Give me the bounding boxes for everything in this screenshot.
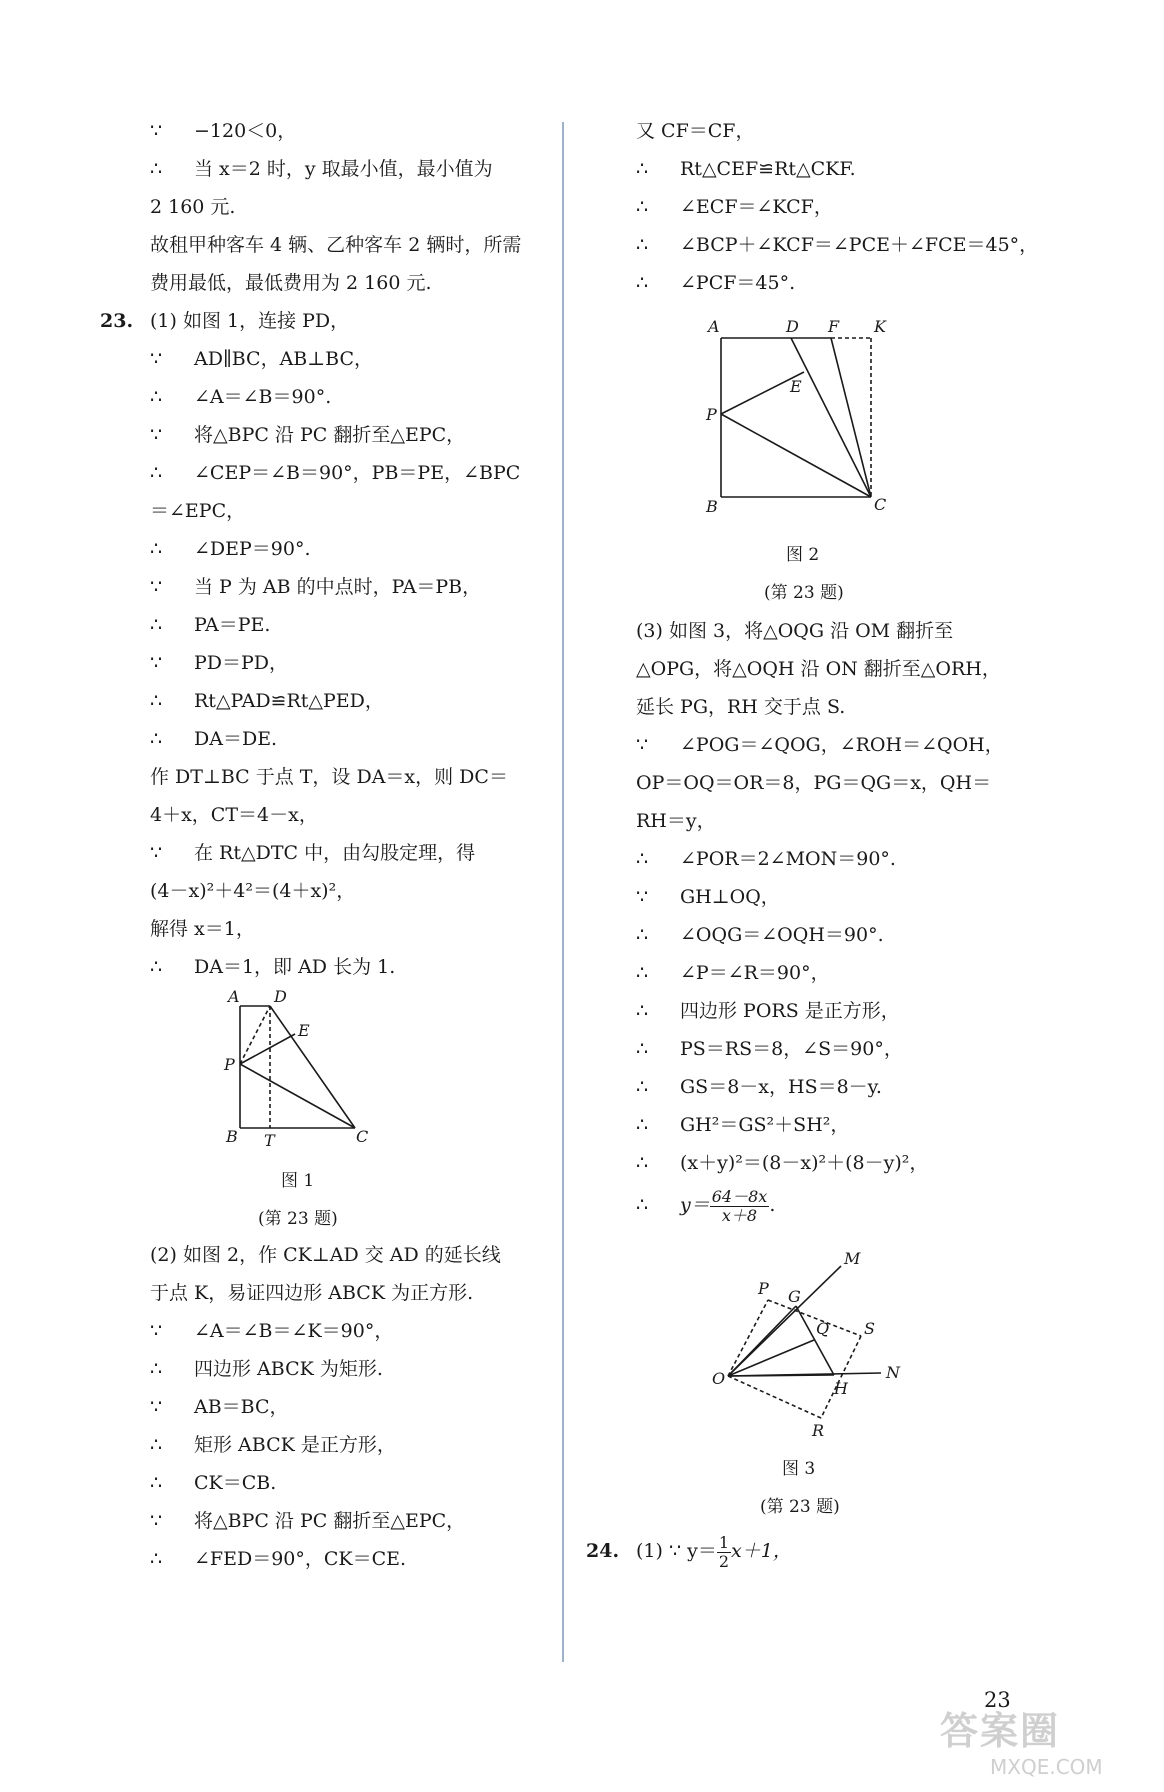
figure-1 [150, 986, 530, 1236]
line-text: ∠PCF＝45°. [680, 272, 796, 294]
text-line [150, 1312, 530, 1350]
line-text: AB＝BC， [194, 1396, 289, 1418]
left-block-2 [150, 340, 530, 986]
text-line [636, 112, 1016, 150]
fig2-label-B: B [706, 497, 718, 516]
text-line [636, 802, 1016, 840]
text-line [636, 612, 1016, 650]
text-line [150, 796, 530, 834]
line-text: (x＋y)²＝(8－x)²＋(8－y)²， [680, 1152, 929, 1174]
line-text: 将△BPC 沿 PC 翻折至△EPC， [194, 424, 466, 446]
text-line [636, 150, 1016, 188]
logic-symbol: ∵ [636, 734, 649, 756]
figure-3-diagram [636, 1228, 1016, 1528]
line-text: 又 CF＝CF， [636, 120, 755, 142]
text-line [150, 454, 530, 492]
text-line [636, 916, 1016, 954]
text-line [150, 1502, 530, 1540]
text-line [636, 992, 1016, 1030]
fig2-label-K: K [874, 317, 886, 336]
text-line [150, 834, 530, 872]
logic-symbol: ∴ [150, 1358, 163, 1380]
line-text: (4－x)²＋4²＝(4＋x)²， [150, 880, 356, 902]
line-text: PD＝PD， [194, 652, 289, 674]
right-block-1 [636, 112, 1039, 302]
line-text: CK＝CB. [194, 1472, 277, 1494]
line-text: ∠P＝∠R＝90°， [680, 962, 830, 984]
line-text: 四边形 ABCK 为矩形. [194, 1358, 383, 1380]
line-text: GH²＝GS²＋SH²， [680, 1114, 850, 1136]
question-number: 23. [100, 310, 134, 332]
text-line [636, 226, 1039, 264]
text-line [150, 1350, 530, 1388]
fig2-name: 图 2 [786, 545, 820, 565]
line-text: ∠BCP＋∠KCF＝∠PCE＋∠FCE＝45°， [680, 234, 1039, 256]
line-text: (2) 如图 2，作 CK⊥AD 交 AD 的延长线 [150, 1244, 501, 1266]
column-divider [562, 122, 564, 1662]
text-line [150, 682, 530, 720]
line-text: △OPG，将△OQH 沿 ON 翻折至△ORH， [636, 658, 1001, 680]
fig1-label-T: T [264, 1131, 275, 1150]
text-line [150, 492, 530, 530]
text-line [150, 150, 530, 188]
text-line [150, 1274, 530, 1312]
logic-symbol: ∴ [150, 614, 163, 636]
figure-3 [636, 1228, 1016, 1528]
text-line [150, 720, 530, 758]
fig3-label-M: M [844, 1249, 861, 1268]
q24-numerator: 1 [718, 1532, 730, 1552]
question-23-first-line: (1) 如图 1，连接 PD， [150, 310, 350, 332]
logic-symbol: ∴ [150, 728, 163, 750]
logic-symbol: ∵ [150, 120, 163, 142]
line-text: 费用最低，最低费用为 2 160 元. [150, 272, 432, 294]
fig2-label-C: C [874, 495, 887, 514]
final-tail: . [769, 1194, 776, 1216]
text-line [150, 948, 530, 986]
therefore-symbol: ∴ [636, 1194, 649, 1216]
text-line [150, 1388, 530, 1426]
fig3-label-Q: Q [816, 1319, 830, 1338]
logic-symbol: ∴ [150, 1548, 163, 1570]
watermark-logo: 答案圈 [940, 1709, 1061, 1753]
watermark-url: MXQE.COM [990, 1755, 1103, 1779]
fig2-label-A: A [708, 317, 720, 336]
logic-symbol: ∵ [150, 576, 163, 598]
line-text: GH⊥OQ， [680, 886, 780, 908]
text-line [150, 758, 530, 796]
figure-2 [636, 302, 1016, 612]
text-line [150, 1236, 530, 1274]
line-text: 延长 PG，RH 交于点 S. [636, 696, 846, 718]
logic-symbol: ∴ [636, 1076, 649, 1098]
figure-1-diagram [150, 986, 530, 1236]
text-line [636, 764, 1016, 802]
line-text: ∠POR＝2∠MON＝90°. [680, 848, 896, 870]
logic-symbol: ∴ [636, 1152, 649, 1174]
line-text: 4＋x，CT＝4－x， [150, 804, 318, 826]
text-line [636, 188, 1016, 226]
line-text: ∠ECF＝∠KCF， [680, 196, 833, 218]
logic-symbol: ∴ [150, 690, 163, 712]
question-23-heading [100, 302, 530, 340]
line-text: 在 Rt△DTC 中，由勾股定理，得 [194, 842, 476, 864]
fig2-caption: (第 23 题) [764, 583, 844, 603]
text-line [636, 264, 1016, 302]
logic-symbol: ∴ [150, 1434, 163, 1456]
right-column [586, 112, 1039, 1574]
line-text: ∠A＝∠B＝∠K＝90°， [194, 1320, 394, 1342]
q24-denominator: 2 [718, 1551, 730, 1571]
text-line [636, 954, 1016, 992]
line-text: ∠CEP＝∠B＝90°，PB＝PE，∠BPC [194, 462, 521, 484]
text-line [636, 1106, 1016, 1144]
logic-symbol: ∴ [150, 538, 163, 560]
line-text: Rt△PAD≌Rt△PED， [194, 690, 384, 712]
fig3-label-G: G [788, 1287, 801, 1306]
final-fraction [710, 1188, 770, 1225]
logic-symbol: ∵ [150, 348, 163, 370]
question-24-number: 24. [586, 1540, 620, 1562]
text-line [150, 378, 530, 416]
watermark [940, 1700, 1103, 1779]
text-line [150, 568, 530, 606]
final-equation [636, 1182, 1016, 1228]
text-line [150, 112, 530, 150]
logic-symbol: ∴ [636, 272, 649, 294]
left-block-1 [150, 112, 530, 302]
logic-symbol: ∵ [150, 842, 163, 864]
line-text: 于点 K，易证四边形 ABCK 为正方形. [150, 1282, 474, 1304]
text-line [636, 1144, 1016, 1182]
fig1-label-A: A [228, 987, 240, 1006]
line-text: 当 P 为 AB 的中点时，PA＝PB， [194, 576, 482, 598]
line-text: 矩形 ABCK 是正方形， [194, 1434, 396, 1456]
text-line [150, 1540, 530, 1578]
fig2-label-P: P [706, 405, 717, 424]
line-text: −120＜0， [194, 120, 297, 142]
text-line [636, 1030, 1016, 1068]
logic-symbol: ∵ [150, 652, 163, 674]
line-text: GS＝8－x，HS＝8－y. [680, 1076, 882, 1098]
text-line [150, 416, 530, 454]
fig1-label-E: E [298, 1021, 310, 1040]
logic-symbol: ∴ [636, 1000, 649, 1022]
right-block-2 [636, 612, 1016, 1182]
line-text: ∠FED＝90°，CK＝CE. [194, 1548, 407, 1570]
fig2-label-F: F [828, 317, 840, 336]
page-number: 23 [984, 1688, 1011, 1712]
line-text: DA＝1，即 AD 长为 1. [194, 956, 396, 978]
fig3-name: 图 3 [782, 1459, 816, 1479]
text-line [150, 606, 530, 644]
text-line [150, 872, 530, 910]
fig2-label-D: D [786, 317, 799, 336]
line-text: 四边形 PORS 是正方形， [680, 1000, 900, 1022]
text-line [150, 644, 530, 682]
fig3-label-S: S [864, 1319, 875, 1338]
final-numerator: 64－8x [711, 1186, 768, 1206]
line-text: DA＝DE. [194, 728, 278, 750]
fig1-label-D: D [274, 987, 287, 1006]
text-line [150, 910, 530, 948]
line-text: Rt△CEF≌Rt△CKF. [680, 158, 856, 180]
line-text: 解得 x＝1， [150, 918, 255, 940]
line-text: 作 DT⊥BC 于点 T，设 DA＝x，则 DC＝ [150, 766, 508, 788]
final-lhs: y＝ [680, 1194, 710, 1216]
figure-2-diagram [636, 302, 1016, 612]
logic-symbol: ∴ [636, 848, 649, 870]
logic-symbol: ∵ [150, 1510, 163, 1532]
text-line [636, 726, 1016, 764]
line-text: PA＝PE. [194, 614, 271, 636]
logic-symbol: ∴ [636, 1038, 649, 1060]
line-text: 2 160 元. [150, 196, 236, 218]
text-line [636, 1068, 1016, 1106]
logic-symbol: ∵ [636, 886, 649, 908]
text-line [150, 1464, 530, 1502]
text-line [150, 188, 530, 226]
text-line [150, 226, 530, 264]
question-24-line [586, 1528, 1016, 1574]
logic-symbol: ∴ [636, 1114, 649, 1136]
fig2-label-E: E [790, 377, 802, 396]
text-line [636, 688, 1016, 726]
line-text: AD∥BC，AB⊥BC， [194, 348, 373, 370]
logic-symbol: ∴ [150, 956, 163, 978]
final-denominator: x＋8 [721, 1205, 758, 1225]
line-text: ∠A＝∠B＝90°. [194, 386, 332, 408]
q24-fraction [717, 1534, 731, 1571]
fig3-caption: (第 23 题) [760, 1497, 840, 1517]
line-text: (3) 如图 3，将△OQG 沿 OM 翻折至 [636, 620, 954, 642]
logic-symbol: ∵ [150, 1396, 163, 1418]
line-text: OP＝OQ＝OR＝8，PG＝QG＝x，QH＝ [636, 772, 992, 794]
logic-symbol: ∴ [150, 462, 163, 484]
text-line [636, 650, 1016, 688]
text-line [636, 878, 1016, 916]
q24-post: x＋1， [731, 1540, 792, 1562]
logic-symbol: ∴ [636, 196, 649, 218]
line-text: ＝∠EPC， [150, 500, 246, 522]
logic-symbol: ∴ [150, 1472, 163, 1494]
fig3-label-O: O [712, 1369, 726, 1388]
logic-symbol: ∴ [150, 158, 163, 180]
left-block-3 [150, 1236, 530, 1578]
text-line [636, 840, 1016, 878]
line-text: 将△BPC 沿 PC 翻折至△EPC， [194, 1510, 466, 1532]
text-line [150, 264, 530, 302]
line-text: ∠POG＝∠QOG，∠ROH＝∠QOH， [680, 734, 1004, 756]
fig3-label-P: P [758, 1279, 769, 1298]
q24-pre: (1) ∵ y＝ [636, 1540, 717, 1562]
fig3-label-R: R [812, 1421, 825, 1440]
fig3-label-N: N [886, 1363, 900, 1382]
line-text: PS＝RS＝8，∠S＝90°， [680, 1038, 903, 1060]
logic-symbol: ∴ [636, 924, 649, 946]
line-text: ∠OQG＝∠OQH＝90°. [680, 924, 884, 946]
fig1-label-P: P [224, 1055, 235, 1074]
fig1-name: 图 1 [281, 1171, 315, 1191]
line-text: 故租甲种客车 4 辆、乙种客车 2 辆时，所需 [150, 234, 522, 256]
fig1-label-B: B [226, 1127, 238, 1146]
logic-symbol: ∴ [636, 234, 649, 256]
logic-symbol: ∵ [150, 424, 163, 446]
line-text: RH＝y， [636, 810, 716, 832]
fig1-label-C: C [356, 1127, 369, 1146]
logic-symbol: ∵ [150, 1320, 163, 1342]
fig3-label-H: H [834, 1379, 848, 1398]
logic-symbol: ∴ [636, 158, 649, 180]
logic-symbol: ∴ [636, 962, 649, 984]
line-text: ∠DEP＝90°. [194, 538, 311, 560]
line-text: 当 x＝2 时，y 取最小值，最小值为 [194, 158, 493, 180]
text-line [150, 340, 530, 378]
text-line [150, 530, 530, 568]
text-line [150, 1426, 530, 1464]
logic-symbol: ∴ [150, 386, 163, 408]
left-column [100, 112, 530, 1578]
fig1-caption: (第 23 题) [258, 1209, 338, 1229]
